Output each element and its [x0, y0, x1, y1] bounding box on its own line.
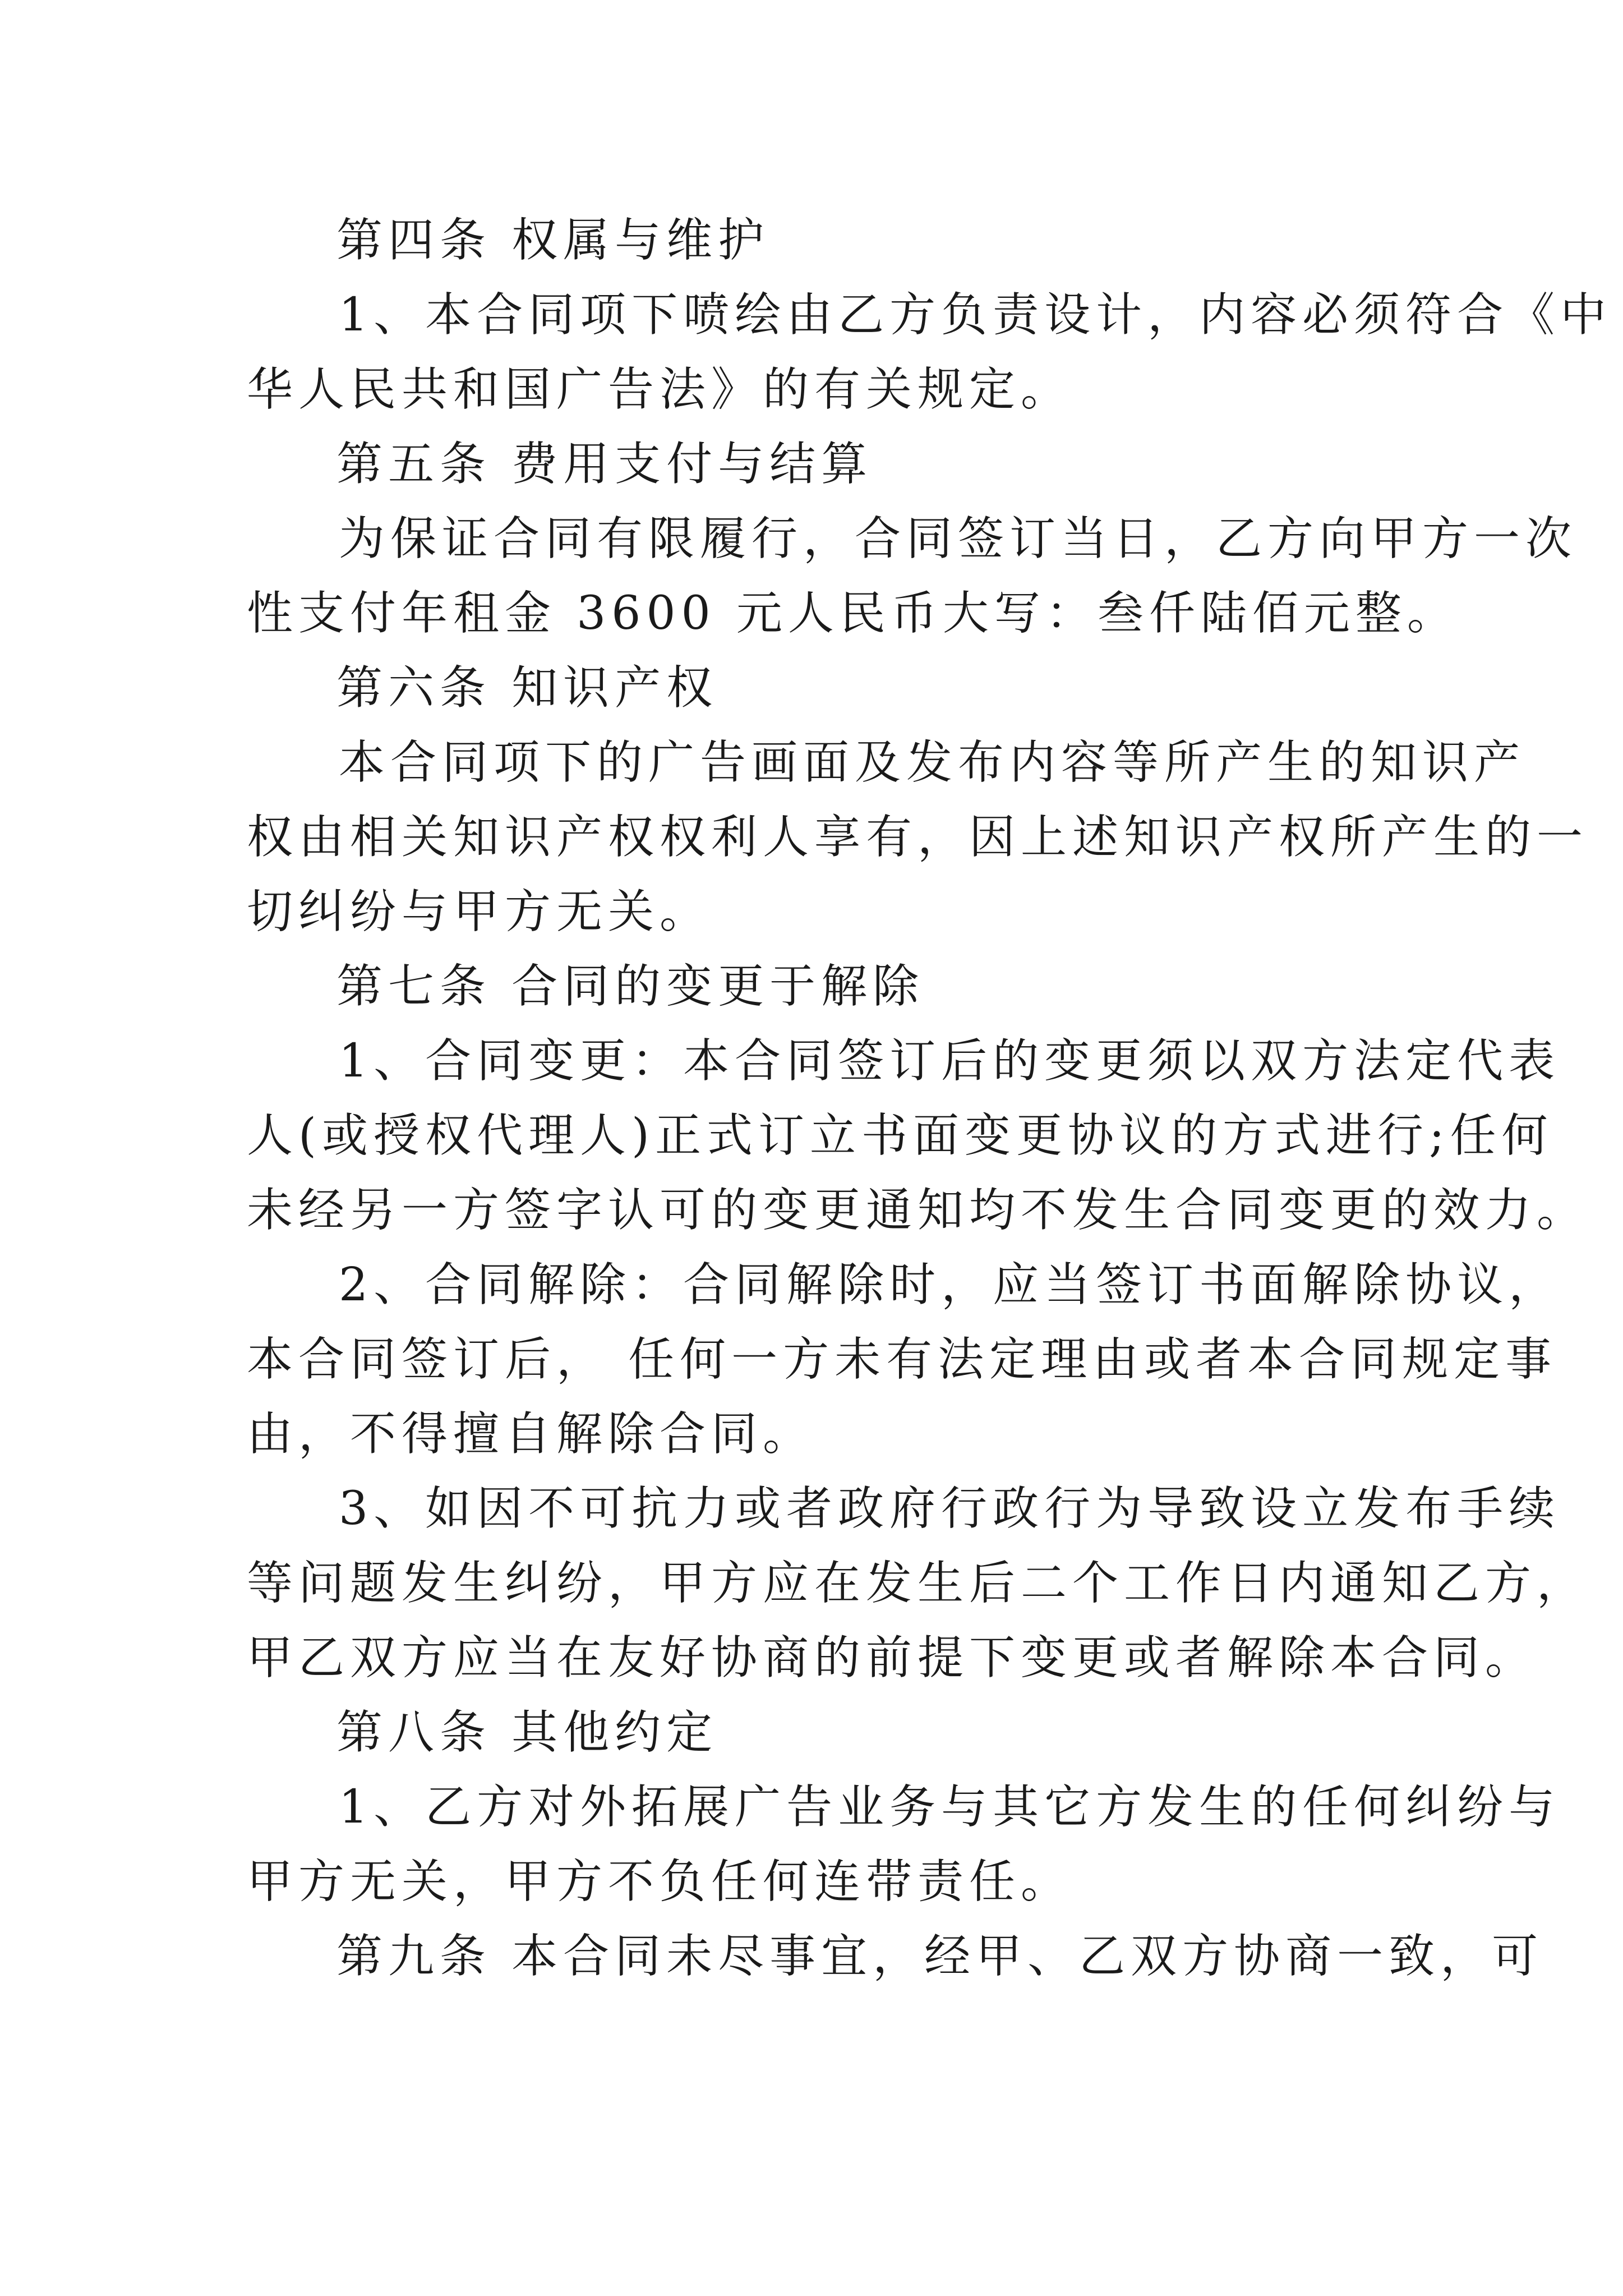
article-9-line-1: 第九条 本合同未尽事宜，经甲、乙双方协商一致，可 — [336, 1930, 1544, 1983]
article-6-paragraph-line-1: 本合同项下的广告画面及发布内容等所产生的知识产 — [339, 736, 1526, 789]
article-7-clause-1-line-2: 人(或授权代理人)正式订立书面变更协议的方式进行;任何 — [247, 1109, 1553, 1162]
article-5-paragraph-line-2: 性支付年租金 3600 元人民币大写：叁仟陆佰元整。 — [247, 587, 1459, 640]
article-8-heading: 第八条 其他约定 — [336, 1706, 718, 1759]
article-7-clause-1-line-3: 未经另一方签字认可的变更通知均不发生合同变更的效力。 — [247, 1184, 1589, 1237]
article-7-clause-2-line-2: 本合同签订后， 任何一方未有法定理由或者本合同规定事 — [247, 1333, 1557, 1386]
article-7-clause-3-line-1: 3、如因不可抗力或者政府行政行为导致设立发布手续 — [339, 1482, 1561, 1535]
article-4-clause-1-line-2: 华人民共和国广告法》的有关规定。 — [247, 363, 1073, 416]
article-7-clause-3-line-2: 等问题发生纠纷，甲方应在发生后二个工作日内通知乙方， — [247, 1557, 1589, 1610]
article-8-clause-1-line-1: 1、乙方对外拓展广告业务与其它方发生的任何纠纷与 — [339, 1780, 1561, 1834]
article-6-paragraph-line-2: 权由相关知识产权权利人享有，因上述知识产权所产生的一 — [247, 811, 1589, 864]
article-5-paragraph-line-1: 为保证合同有限履行，合同签订当日，乙方向甲方一次 — [339, 512, 1578, 565]
document-body — [247, 203, 1612, 1994]
article-6-paragraph-line-3: 切纠纷与甲方无关。 — [247, 885, 712, 938]
article-7-clause-2-line-3: 由，不得擅自解除合同。 — [247, 1407, 815, 1461]
article-4-clause-1-line-1: 1、本合同项下喷绘由乙方负责设计，内容必须符合《中 — [339, 288, 1612, 342]
article-8-clause-1-line-2: 甲方无关，甲方不负任何连带责任。 — [247, 1855, 1073, 1908]
article-7-clause-2-line-1: 2、合同解除：合同解除时，应当签订书面解除协议， — [339, 1258, 1561, 1312]
article-5-heading: 第五条 费用支付与结算 — [336, 438, 873, 491]
article-7-heading: 第七条 合同的变更于解除 — [336, 960, 925, 1013]
article-6-heading: 第六条 知识产权 — [336, 661, 718, 715]
article-7-clause-1-line-1: 1、合同变更：本合同签订后的变更须以双方法定代表 — [339, 1034, 1561, 1088]
article-7-clause-3-line-3: 甲乙双方应当在友好协商的前提下变更或者解除本合同。 — [247, 1631, 1537, 1685]
article-4-heading: 第四条 权属与维护 — [336, 214, 770, 267]
